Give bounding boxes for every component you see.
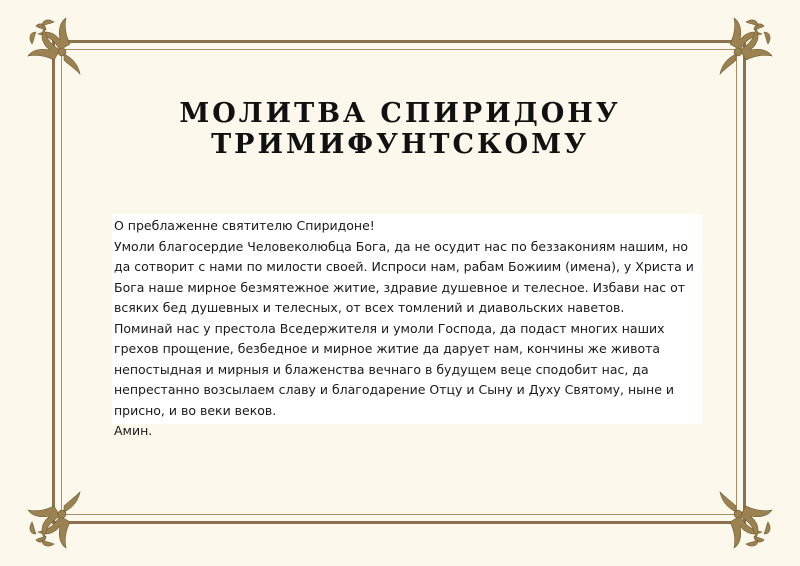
corner-ornament-top-right (704, 14, 776, 86)
corner-ornament-bottom-left (24, 480, 96, 552)
prayer-greeting: О преблаженне святителю Спиридоне! (114, 218, 375, 233)
prayer-paragraph-2: Поминай нас у престола Вседержителя и умоли Господа, да подаст многих наших грехов прощение, безбедное и мирное житие да дарует нам, кончины же живота непостыдная и мирныя и блаженства вечнаго в будущем веце сподобит нас, да непрестанно возсылаем славу и благодарение Отцу и Сыну и Духу Святому, ныне и присно, и во веки веков. (114, 320, 674, 418)
corner-ornament-bottom-right (704, 480, 776, 552)
page-title: МОЛИТВА СПИРИДОНУ ТРИМИФУНТСКОМУ (179, 98, 621, 160)
prayer-text-block (112, 214, 702, 438)
prayer-paragraph-1: Умоли благосердие Человеколюбца Бога, да не осудит нас по беззакониям нашим, но да сотворит с нами по милости своей. Испроси нам, рабам Божиим (имена), у Христа и Бога наше мирное безмятежное житие, здравие душевное и телесное. Избави нас от всяких бед душевных и телесных, от всех томлений и диавольских наветов. (114, 238, 694, 315)
corner-ornament-top-left (24, 14, 96, 86)
prayer-ending: Амин. (114, 423, 153, 438)
